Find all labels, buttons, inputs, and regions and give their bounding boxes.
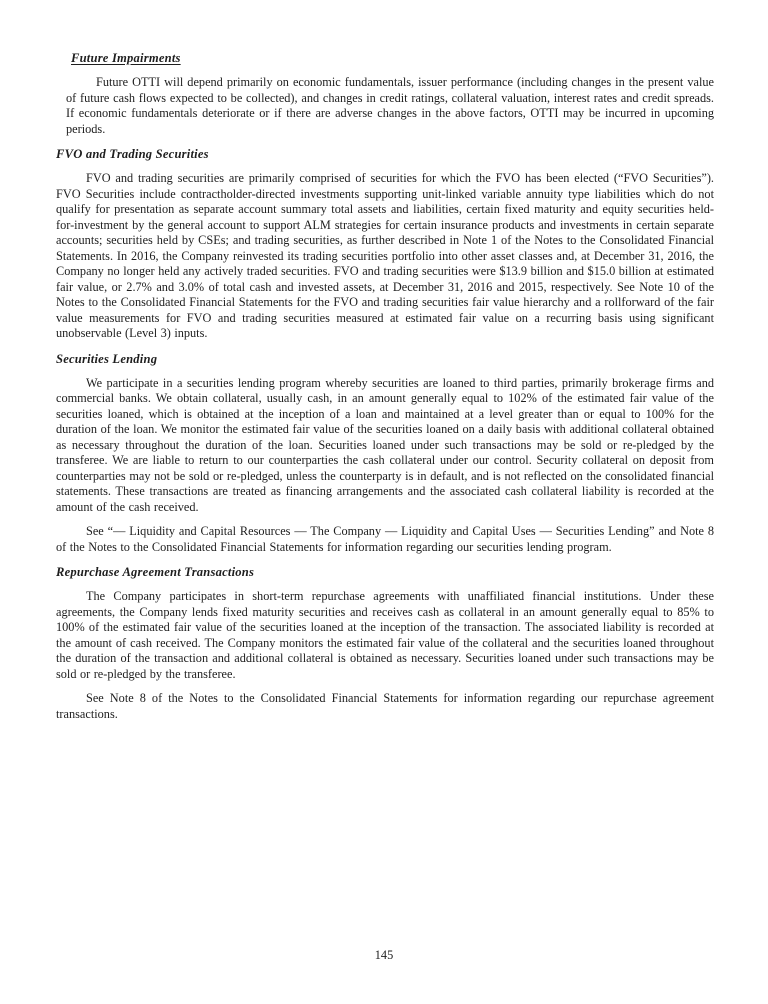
paragraph: See “— Liquidity and Capital Resources — The Company — Liquidity and Capital Uses — Securities Lending” and Note 8 of the Notes to the Consolidated Financial Statements for information regarding our securities lending program. (56, 524, 714, 554)
heading-fvo-and-trading-securities: FVO and Trading Securities (56, 147, 209, 161)
section-securities-lending (56, 352, 714, 556)
paragraph: The Company participates in short-term repurchase agreements with unaffiliated financial institutions. Under these agreements, the Company lends fixed maturity securities and receives cash as collateral in an amount generally equal to 85% to 100% of the estimated fair value of the securities loaned at the inception of the transaction. The associated liability is recorded at the amount of cash received. The Company monitors the estimated fair value of the collateral and the securities loaned throughout the duration of the transaction and additional collateral is obtained as necessary. Securities loaned under such transactions may be sold or re-pledged by the transferee. (56, 589, 714, 681)
paragraph: See Note 8 of the Notes to the Consolidated Financial Statements for information regarding our repurchase agreement transactions. (56, 691, 714, 721)
heading-future-impairments: Future Impairments (71, 51, 181, 65)
heading-repurchase-agreement-transactions: Repurchase Agreement Transactions (56, 565, 255, 579)
paragraph: FVO and trading securities are primarily comprised of securities for which the FVO has been elected (“FVO Securities”). FVO Securities include contractholder-directed investments supporting unit-linked variable annuity type liabilities which do not qualify for presentation as separate account summary total assets and liabilities, certain fixed maturity and equity securities held-for-investment by the general account to support ALM strategies for certain insurance products and investments in certain separate accounts; securities held by CSEs; and trading securities, as further described in Note 1 of the Notes to the Consolidated Financial Statements. In 2016, the Company reinvested its trading securities portfolio into other asset classes and, at December 31, 2016, the Company no longer held any actively traded securities. FVO and trading securities were $13.9 billion and $15.0 billion at estimated fair value, or 2.7% and 3.0% of total cash and invested assets, at December 31, 2016 and 2015, respectively. See Note 10 of the Notes to the Consolidated Financial Statements for the FVO and trading securities fair value hierarchy and a rollforward of the fair value measurements for FVO and trading securities measured at estimated fair value on a recurring basis using significant unobservable (Level 3) inputs. (56, 171, 714, 340)
paragraph: We participate in a securities lending program whereby securities are loaned to third parties, primarily brokerage firms and commercial banks. We obtain collateral, usually cash, in an amount generally equal to 102% of the estimated fair value of the securities loaned, which is obtained at the inception of a loan and maintained at a level greater than or equal to 100% for the duration of the loan. We monitor the estimated fair value of the securities loaned on a daily basis with additional collateral obtained as necessary throughout the duration of the loan. Securities loaned under such transactions may be sold or re-pledged by the transferee. We are liable to return to our counterparties the cash collateral under our control. Security collateral on deposit from counterparties may not be sold or re-pledged, unless the counterparty is in default, and is not reflected on the consolidated financial statements. These transactions are treated as financing arrangements and the associated cash collateral liability is recorded at the amount of the cash received. (56, 375, 714, 514)
heading-securities-lending: Securities Lending (56, 351, 158, 366)
section-future-impairments (66, 51, 714, 137)
section-fvo-and-trading-securities (56, 147, 714, 342)
section-repurchase-agreement-transactions (56, 565, 714, 722)
page-number: 145 (374, 948, 394, 962)
paragraph: Future OTTI will depend primarily on economic fundamentals, issuer performance (including changes in the present value of future cash flows expected to be collected), and changes in credit ratings, collateral valuation, interest rates and credit spreads. If economic fundamentals deteriorate or if there are adverse changes in the above factors, OTTI may be incurred in upcoming periods. (66, 75, 714, 136)
